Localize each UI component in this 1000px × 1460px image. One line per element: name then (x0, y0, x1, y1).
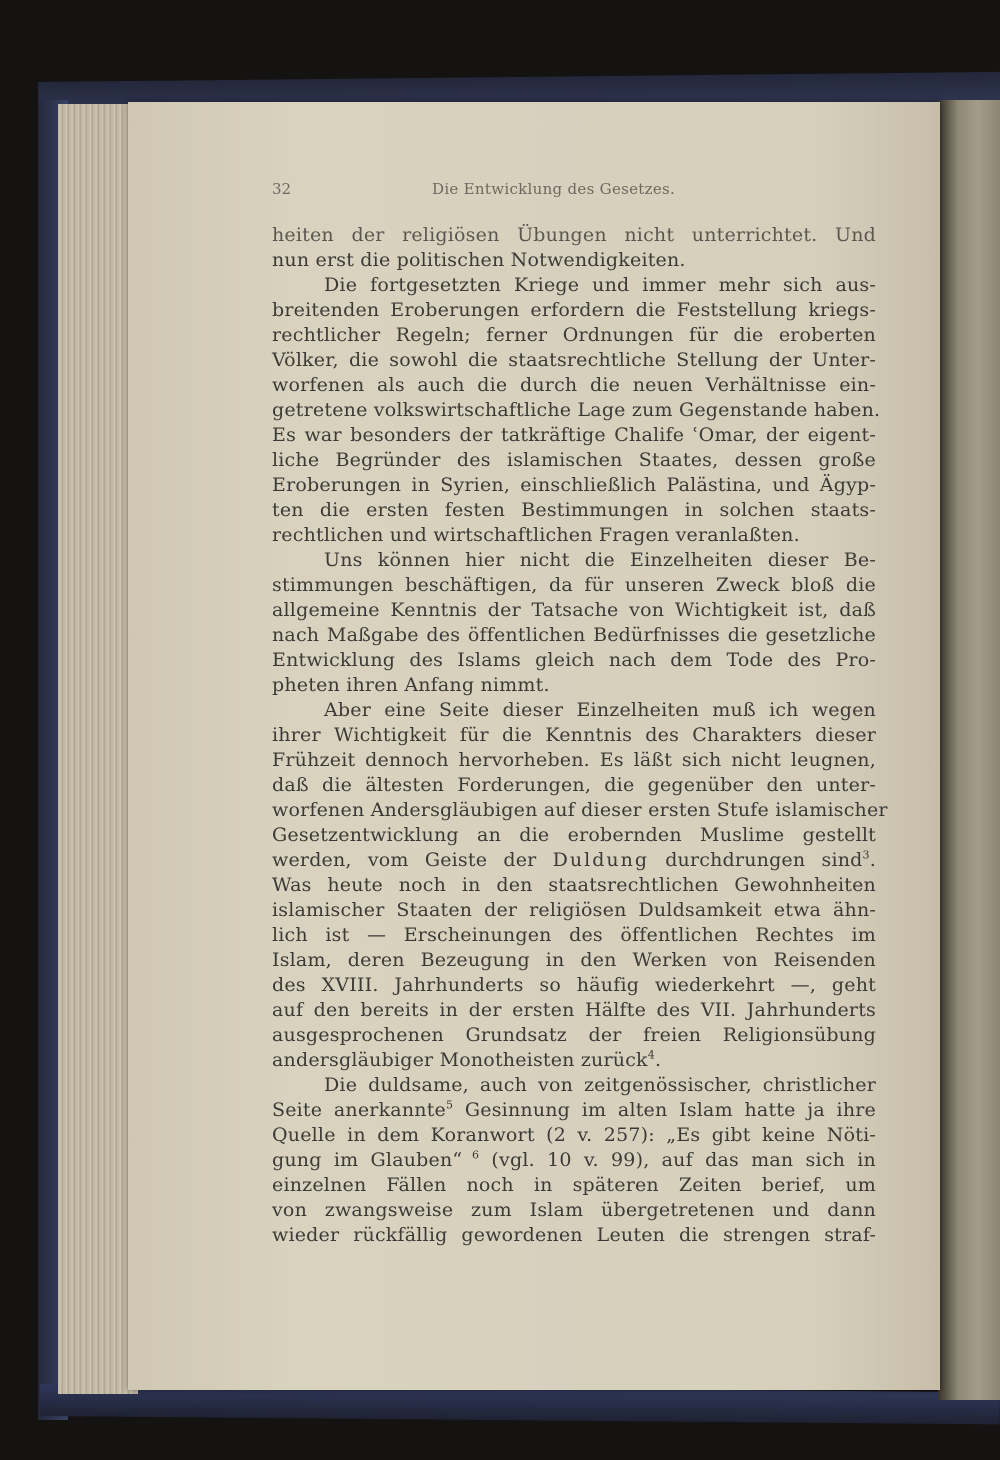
footnote-marker: 6 (462, 1148, 480, 1162)
text-line (272, 848, 876, 873)
text-line: lich ist — Erscheinungen des öffentlichen Rechtes im (272, 924, 876, 946)
text-line: rechtlicher Regeln; ferner Ordnungen für die eroberten (272, 324, 876, 346)
text-line: heiten der religiösen Übungen nicht unterrichtet. Und (272, 224, 876, 246)
text-line: wieder rückfällig gewordenen Leuten die strengen straf- (272, 1224, 876, 1246)
text-line (272, 1048, 876, 1073)
line-segment: Gesinnung im alten Islam hatte ja ihre (453, 1099, 876, 1121)
text-line: rechtlichen und wirtschaftlichen Fragen veranlaßten. (272, 524, 800, 546)
line-segment: Seite anerkannte (272, 1099, 446, 1121)
text-line: Uns können hier nicht die Einzelheiten dieser Be- (324, 549, 876, 571)
text-line: getretene volkswirtschaftliche Lage zum Gegenstande haben. (272, 399, 881, 421)
text-line: von zwangsweise zum Islam übergetretenen und dann (272, 1199, 876, 1221)
text-line: nun erst die politischen Notwendigkeiten. (272, 249, 686, 271)
text-line (272, 1148, 876, 1173)
page-text (272, 180, 888, 1248)
facing-page-edge (938, 100, 1000, 1400)
line-segment: andersgläubiger Monotheisten zurück (272, 1049, 648, 1071)
text-line: Die duldsame, auch von zeitgenössischer, christlicher (324, 1074, 876, 1096)
text-line: stimmungen beschäftigen, da für unseren Zweck bloß die (272, 574, 876, 596)
text-line: breitenden Eroberungen erfordern die Feststellung kriegs- (272, 299, 876, 321)
text-line: liche Begründer des islamischen Staates, dessen große (272, 449, 876, 471)
line-segment: gung im Glauben“ (272, 1149, 463, 1171)
text-line: Entwicklung des Islams gleich nach dem Tode des Pro- (272, 649, 876, 671)
text-line: daß die ältesten Forderungen, die gegenüber den unter- (272, 774, 876, 796)
page-header (272, 180, 876, 210)
footnote-marker: 3 (862, 848, 870, 862)
line-segment: durchdrungen sind (665, 849, 863, 871)
text-line: Die fortgesetzten Kriege und immer mehr sich aus- (324, 274, 876, 296)
line-segment: . (654, 1049, 662, 1071)
text-line: pheten ihren Anfang nimmt. (272, 674, 550, 696)
text-line: islamischer Staaten der religiösen Duldsamkeit etwa ähn- (272, 899, 876, 921)
line-segment: . (869, 849, 876, 871)
running-title: Die Entwicklung des Gesetzes. (432, 180, 676, 198)
text-line: Völker, die sowohl die staatsrechtliche Stellung der Unter- (272, 349, 876, 371)
text-line: worfenen Andersgläubigen auf dieser ersten Stufe islamischer (272, 799, 888, 821)
text-line: Quelle in dem Koranwort (2 v. 257): „Es gibt keine Nöti- (272, 1124, 876, 1146)
text-line: ten die ersten festen Bestimmungen in solchen staats- (272, 499, 876, 521)
text-line: allgemeine Kenntnis der Tatsache von Wichtigkeit ist, daß (272, 599, 876, 621)
text-line: auf den bereits in der ersten Hälfte des VII. Jahrhunderts (272, 999, 876, 1021)
page-stack-edges (58, 104, 138, 1394)
emphasized-word: Duldung (552, 849, 649, 871)
page-number: 32 (272, 180, 292, 198)
text-line: Was heute noch in den staatsrechtlichen Gewohnheiten (272, 874, 876, 896)
text-line: Islam, deren Bezeugung in den Werken von Reisenden (272, 949, 876, 971)
book-cover-bottom-edge (40, 1384, 1000, 1424)
text-line: Gesetzentwicklung an die erobernden Muslime gestellt (272, 824, 876, 846)
text-line (272, 1098, 876, 1123)
footnote-marker: 4 (647, 1048, 655, 1062)
text-line: Eroberungen in Syrien, einschließlich Palästina, und Ägyp- (272, 474, 876, 496)
text-line: Es war besonders der tatkräftige Chalife ʿOmar, der eigent- (272, 424, 876, 446)
footnote-marker: 5 (446, 1098, 454, 1112)
text-line: einzelnen Fällen noch in späteren Zeiten berief, um (272, 1174, 876, 1196)
text-line: des XVIII. Jahrhunderts so häufig wiederkehrt —, geht (272, 974, 876, 996)
line-segment: (vgl. 10 v. 99), auf das man sich in (479, 1149, 876, 1171)
text-line: nach Maßgabe des öffentlichen Bedürfnisses die gesetzliche (272, 624, 876, 646)
text-line: ausgesprochenen Grundsatz der freien Religionsübung (272, 1024, 876, 1046)
text-line: ihrer Wichtigkeit für die Kenntnis des Charakters dieser (272, 724, 876, 746)
line-segment: werden, vom Geiste der (272, 849, 537, 871)
text-line: Frühzeit dennoch hervorheben. Es läßt sich nicht leugnen, (272, 749, 876, 771)
text-line: worfenen als auch die durch die neuen Verhältnisse ein- (272, 374, 876, 396)
text-line: Aber eine Seite dieser Einzelheiten muß ich wegen (324, 699, 876, 721)
body-text (272, 223, 888, 1248)
